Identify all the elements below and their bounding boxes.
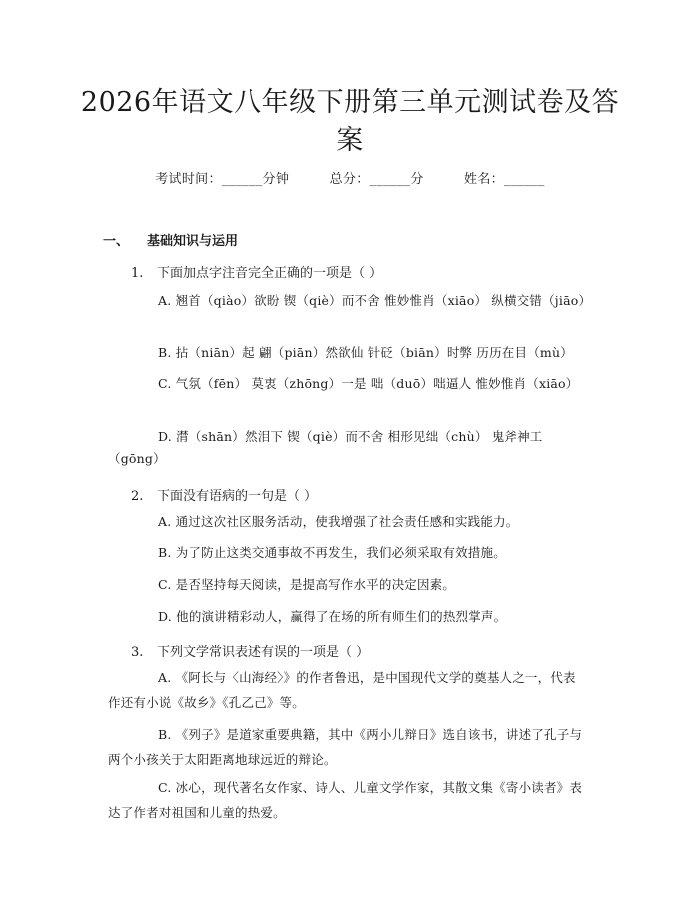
exam-time-field: 考试时间：______分钟 bbox=[155, 172, 290, 187]
q1-option-c: C. 气氛（fēn） 莫衷（zhōng）一是 咄（duō）咄逼人 惟妙惟肖（xiāo） bbox=[158, 376, 579, 391]
question-text: 下列文学常识表述有误的一项是（ ） bbox=[157, 645, 370, 660]
question-text: 下面加点字注音完全正确的一项是（ ） bbox=[157, 266, 383, 281]
question-1 bbox=[131, 262, 382, 281]
question-2 bbox=[131, 485, 317, 504]
q2-option-a: A. 通过这次社区服务活动，使我增强了社会责任感和实践能力。 bbox=[158, 514, 519, 529]
exam-info-line bbox=[0, 168, 700, 187]
q3-option-a: A. 《阿长与〈山海经〉》的作者鲁迅，是中国现代文学的奠基人之一，代表作还有小说《故乡》《孔乙己》等。 bbox=[108, 670, 576, 710]
q1-option-b: B. 拈（niān）起 翩（piān）然欲仙 针砭（biān）时弊 历历在目（mù） bbox=[158, 345, 573, 360]
q2-option-d: D. 他的演讲精彩动人，赢得了在场的所有师生们的热烈掌声。 bbox=[158, 609, 507, 624]
q2-option-b: B. 为了防止这类交通事故不再发生，我们必须采取有效措施。 bbox=[158, 545, 506, 560]
question-text: 下面没有语病的一句是（ ） bbox=[157, 489, 318, 504]
q3-option-c: C. 冰心，现代著名女作家、诗人、儿童文学作家，其散文集《寄小读者》表达了作者对祖国和儿童的热爱。 bbox=[108, 780, 583, 820]
question-3 bbox=[131, 641, 369, 660]
question-number: 1. bbox=[131, 266, 144, 281]
question-number: 2. bbox=[131, 489, 144, 504]
section-number: 一、 bbox=[103, 234, 130, 249]
question-number: 3. bbox=[131, 645, 144, 660]
q1-option-d: D. 潸（shān）然泪下 锲（qiè）而不舍 相形见绌（chù） 鬼斧神工（gōng） bbox=[108, 429, 543, 466]
q2-option-c: C. 是否坚持每天阅读，是提高写作水平的决定因素。 bbox=[158, 577, 456, 592]
page-title: 2026年语文八年级下册第三单元测试卷及答案 bbox=[80, 87, 620, 156]
q3-option-b: B. 《列子》是道家重要典籍，其中《两小儿辩日》选自该书，讲述了孔子与两个小孩关于太阳距离地球远近的辩论。 bbox=[108, 727, 583, 767]
section-label: 基础知识与运用 bbox=[147, 234, 239, 249]
section-heading bbox=[103, 230, 238, 249]
total-score-field: 总分：______分 bbox=[329, 172, 424, 187]
student-name-field: 姓名：______ bbox=[464, 172, 545, 187]
q1-option-a: A. 翘首（qiào）欲盼 锲（qiè）而不舍 惟妙惟肖（xiāo） 纵横交错（jiāo） bbox=[158, 293, 592, 308]
